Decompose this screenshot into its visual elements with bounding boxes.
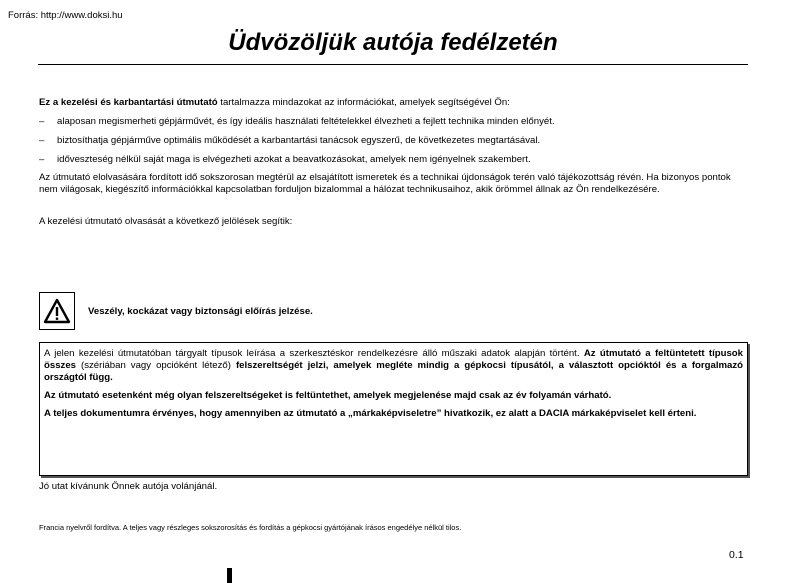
- notice-bold: Az útmutató esetenként még olyan felszereltségeket is feltüntethet, amelyek megjelenése majd csak az év folyamán várható.: [44, 390, 612, 401]
- footnote: Francia nyelvről fordítva. A teljes vagy részleges sokszorosítás és fordítás a gépkocsi gyártójának írásos engedélye nélkül tilos.: [39, 523, 462, 532]
- bullet-text: biztosíthatja gépjárműve optimális működését a karbantartási tanácsok egyszerű, de következetes megtartásával.: [57, 135, 541, 146]
- intro-bold: Ez a kezelési és karbantartási útmutató: [39, 97, 218, 108]
- notice-paragraph-3: [44, 408, 743, 420]
- page-title: Üdvözöljük autója fedélzetén: [228, 29, 558, 56]
- source-line: Forrás: http://www.doksi.hu: [8, 10, 123, 21]
- list-item: [39, 154, 748, 166]
- paragraph-legend: A kezelési útmutató olvasását a következő jelölések segítik:: [39, 216, 293, 227]
- list-item: [39, 116, 748, 128]
- warning-label: Veszély, kockázat vagy biztonsági előírás jelzése.: [88, 305, 313, 317]
- notice-text: A jelen kezelési útmutatóban tárgyalt típusok leírása a szerkesztéskor rendelkezésre álló műszaki adatok alapján történt.: [44, 348, 584, 359]
- closing-line: Jó utat kívánunk Önnek autója volánjánál.: [39, 481, 218, 492]
- bullet-text: időveszteség nélkül saját maga is elvégezheti azokat a beavatkozásokat, amelyek nem igényelnek szakembert.: [57, 154, 531, 165]
- list-item: [39, 135, 748, 147]
- notice-bold: A teljes dokumentumra érvényes, hogy amennyiben az útmutató a „márkaképviseletre” hivatkozik, ez alatt a DACIA márkaképviselet kell érteni.: [44, 408, 697, 419]
- intro-rest: tartalmazza mindazokat az információkat, amelyek segítségével Ön:: [217, 97, 510, 108]
- notice-bold: felszereltségét jelzi, amelyek megléte mindig a gépkocsi típusától, a választott opcióktól és a forgalmazó országtól függ.: [44, 360, 744, 383]
- title-divider: [38, 64, 748, 65]
- bullet-dash: –: [39, 116, 45, 127]
- page-number: 0.1: [729, 549, 744, 561]
- notice-paragraph-2: [44, 390, 743, 402]
- notice-paragraph-1: [44, 348, 743, 384]
- edge-mark: [227, 568, 232, 583]
- intro-paragraph: [39, 97, 748, 109]
- warning-legend: [39, 292, 313, 330]
- bullet-dash: –: [39, 135, 45, 146]
- notice-box: [39, 342, 748, 476]
- bullet-text: alaposan megismerheti gépjárművét, és így ideális használati feltételekkel élvezheti a fejlett technika minden előnyét.: [57, 116, 555, 127]
- notice-bold: Az útmutató a feltüntetett típusok összes: [44, 348, 743, 371]
- bullet-dash: –: [39, 154, 45, 165]
- paragraph-info: Az útmutató elolvasására fordított idő sokszorosan megtérül az elsajátított ismeretek és a technikai újdonságok terén való tájékozottság révén. Ha bizonyos pontok nem világosak, kiegészítő információkkal kapcsolatban forduljon bizalommal a hálózat technikusaihoz, akik örömmel állnak az Ön rendelkezésére.: [39, 172, 731, 195]
- notice-text: (szériában vagy opcióként létező): [76, 360, 236, 371]
- warning-triangle-icon: [39, 292, 75, 330]
